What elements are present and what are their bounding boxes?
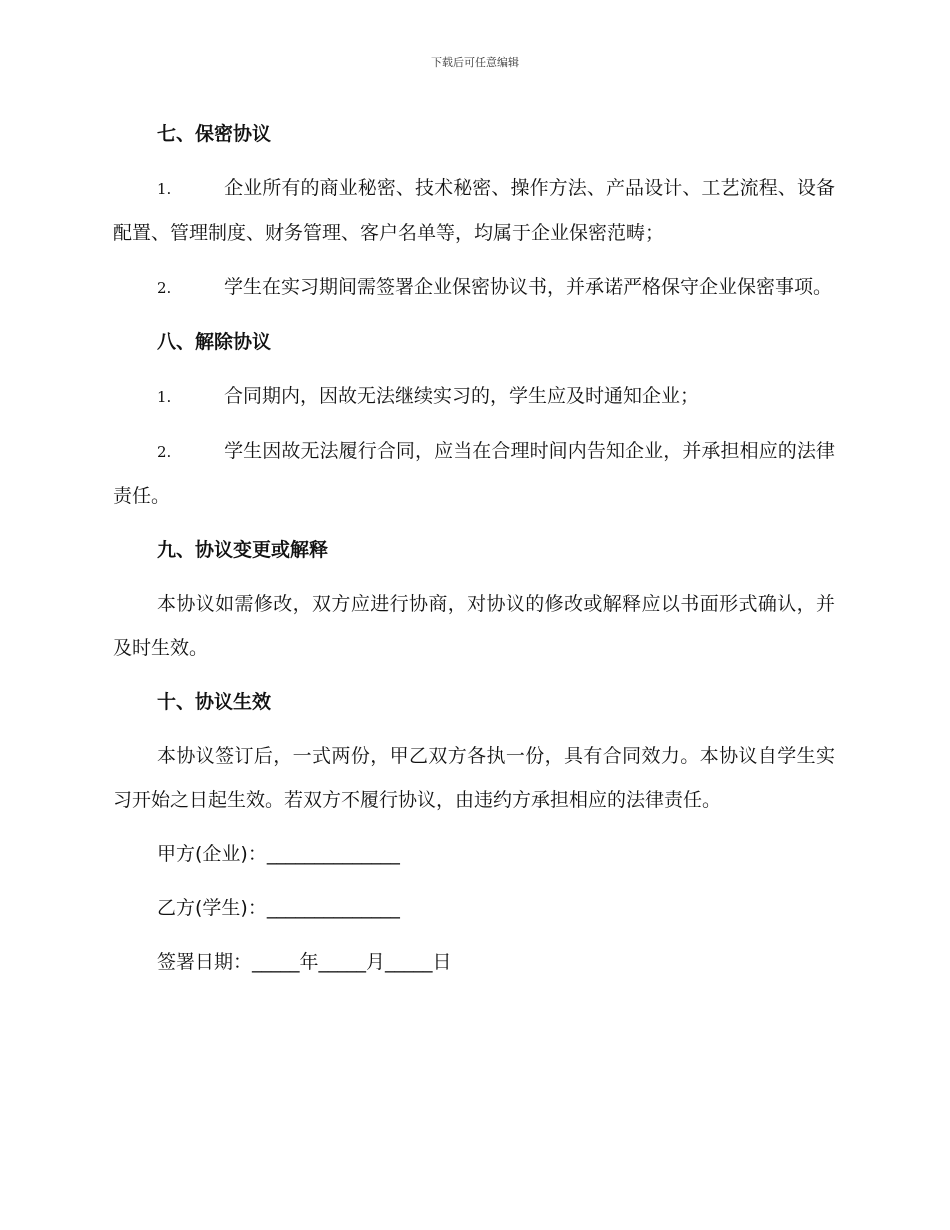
section-heading: 八、解除协议 [157,331,272,353]
signature-party-b: 乙方(学生)：______________ [157,897,400,919]
signature-date: 签署日期：_____年_____月_____日 [157,951,452,973]
section-paragraph: 本协议如需修改，双方应进行协商，对协议的修改或解释应以书面形式确认，并及时生效。 [113,593,835,659]
item-number: 2. [157,443,172,461]
list-item [113,265,835,310]
list-item [113,429,835,518]
item-number: 1. [157,180,172,198]
item-number: 1. [157,388,172,406]
item-text: 企业所有的商业秘密、技术秘密、操作方法、产品设计、工艺流程、设备配置、管理制度、财务管理、客户名单等，均属于企业保密范畴； [113,177,835,244]
section-heading: 九、协议变更或解释 [157,539,329,561]
signature-party-a: 甲方(企业)：______________ [157,843,400,865]
page-header: 下载后可任意编辑 [431,56,519,69]
item-text: 合同期内，因故无法继续实习的，学生应及时通知企业； [224,385,700,407]
list-item [113,374,835,419]
item-text: 学生在实习期间需签署企业保密协议书，并承诺严格保守企业保密事项。 [224,276,833,298]
document-body [113,112,835,994]
list-item [113,166,835,255]
section-paragraph: 本协议签订后，一式两份，甲乙双方各执一份，具有合同效力。本协议自学生实习开始之日起生效。若双方不履行协议，由违约方承担相应的法律责任。 [113,745,835,811]
section-heading: 十、协议生效 [157,691,272,713]
item-number: 2. [157,279,172,297]
item-text: 学生因故无法履行合同，应当在合理时间内告知企业，并承担相应的法律责任。 [113,440,835,507]
section-heading: 七、保密协议 [157,123,272,145]
